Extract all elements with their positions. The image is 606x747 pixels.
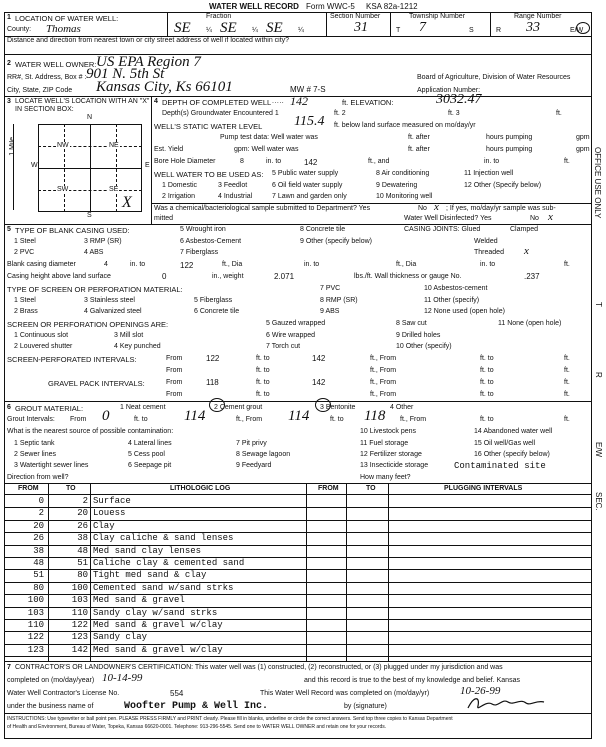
log-from: 100: [27, 595, 44, 606]
grout-to-1: 114: [184, 408, 206, 424]
range-value: 33: [526, 20, 540, 35]
owner-name: US EPA Region 7: [96, 54, 201, 70]
table-row: [4, 570, 588, 582]
water-well-record-form: WATER WELL RECORD Form WWC-5 KSA 82a-1212 1 LOCATION OF WATER WELL: County: Thomas Fraction SE ¼ SE ¼ SE ¼ Section Number 31 Township Number T 7 S Range Number R 33 E/W Distance and direction from nearest town or city street address of well if located within city? 2 WATER WELL OWNER: US EPA Region 7 RR#, St. Address, Box # : 901 N. 5th St City, State, ZIP Code Kansas City, Ks 66101 MW # 7-S Board of Agriculture, Division of Water Resources Application Number: 3 LOCATE WELL'S LOCATION WITH AN "X" IN SECTION BOX: N S W E 1 Mile NW NE SW SE X 4 DEPTH OF COMPLETED WELL ..... 142 ft. ELEVATION: 3032.47 Depth(s) Groundwater Encountered 1 ft. 2 ft. 3 ft. WELL'S STATIC WATER LEVEL 115.4 ft. below land surface measured on mo/day/yr Pump test data: Well water was ft. after hours pumping gpm Est. Yield gpm: Well water was ft. after hours pumping gpm Bore Hole Diameter 8 in. to 142 ft., and in. to ft. WELL WATER TO BE USED AS: 1 Domestic 3 Feedlot 5 Public water supply 6 Oil field water supply 8 Air conditioning 9 Dewatering 11 Injection well 12 Other (Specify below) 2 Irrigation 4 Industrial 7 Lawn and garden only 10 Monitoring well Was a chemical/bacteriological sample submitted to Department? Yes No x ; If yes, mo/day/yr sample was sub- mitted Water Well Disinfected? Yes No x 5 TYPE OF BLANK CASING USED: 1 Steel 2 PVC 3 RMP (SR) 4 ABS 5 Wrought iron 6 Asbestos-Cement 7 Fiberglass 8 Concrete tile 9 Other (specify below) CASING JOINTS: Glued Clamped Welded Threaded x Blank casing diameter 4 in. to 122 ft., Dia in. to ft., Dia in. to ft. Casing height above land surface 0 in., weight 2.071 lbs./ft. Wall thickness or gauge No. .237 TYPE OF SCREEN OR PERFORATION MATERIAL: 1 Steel 2 Brass 3 Stainless steel 4 Galvanized steel 5 Fiberglass 6 Concrete tile 7 PVC 8 RMP (SR) 9 ABS 10 Asbestos-cement 11 Other (specify) 12 None used (open hole) SCREEN OR PERFORATION OPENINGS ARE: 1 Continuous slot 2 Louvered shutter 3 Mill slot 4 Key punched 5 Gauzed wrapped 6 Wire wrapped 7 Torch cut 8 Saw cut 9 Drilled holes 10 Other (specify) 11 None (open hole) SCREEN-PERFORATED INTERVALS: From 122 ft. to 142 ft., From ft. to ft. From ft. to ft., From ft. to ft. GRAVEL PACK INTERVALS: From 118 ft. to 142 ft., From ft. to ft. From ft. to ft., From ft. to ft. 6 GROUT MATERIAL: 1 Neat cement 2 Cement grout 3 Bentonite 4 Other Grout Intervals: From 0 ft. to 114 ft., From 114 ft. to 118 ft., From ft. to ft. What is the nearest source of possible contamination: 1 Septic tank 2 Sewer lines 3 Watertight sewer lines 4 Lateral lines 5 Cess pool 6 Seepage pit 7 Pit privy 8 Sewage lagoon 9 Feedyard 10 Livestock pens 11 Fuel storage 12 Fertilizer storage 13 Insecticide storage 14 Abandoned water well 15 Oil well/Gas well 16 Other (specify below) Contaminated site Direction from well? How many feet? FROM TO LITHOLOGIC LOG FROM TO PLUGGING INTERVALS 0 2 Surface 2 20 Louess 20 26 Clay 26 38 Clay caliche & sand lenses 38 48 Med sand clay lenses 48 51 Caliche clay & cemented sand 51 80 Tight med sand & clay 80 100 Cemented sand w/sand strks 100 103 Med sand & gravel 103 110 Sandy clay w/sand strks 110 122 Med sand & gravel w/clay 122 123 Sandy clay 123 142 Med sand & gravel w/clay 7 CONTRACTOR'S OR LANDOWNER'S CERTIFICATION: This water well was (1) constructed, (2) reconstructed, or (3) plugged under my jurisdiction and was completed on (mo/day/year) 10-14-99 and this record is true to the best of my knowledge and belief. Kansas Water Well Contractor's License No. 554 This Water Well Record was completed on (mo/day/yr) 10-26-99 under the business name of Woofter Pump & Well Inc. by (signature) INSTRUCTIONS: Use typewriter or ball point pen. PLEASE PRESS FIRMLY and PRINT clearly. Please fill in blanks, underline or circle the correct answers. Send top three copies to Kansas Department of Health and Environment, Bureau of Water, Topeka, Kansas 66620-0001. Telephone: 913-296-5545. Send one to WATER WELL OWNER and retain one for your records. OFFICE USE ONLY T R E/W SEC.: [4, 2, 600, 744]
log-to: 38: [77, 533, 88, 544]
log-description: Med sand & gravel: [93, 595, 185, 606]
fraction-1: SE: [174, 20, 191, 36]
gravel-to-value: 142: [312, 378, 326, 387]
log-to: 122: [71, 620, 88, 630]
log-description: Med sand clay lenses: [93, 545, 202, 556]
table-row: [4, 595, 588, 607]
log-description: Med sand & gravel w/clay: [93, 644, 223, 655]
log-description: Clay: [93, 520, 115, 531]
screen-to-value: 142: [312, 354, 326, 363]
range-label: Range Number: [514, 13, 562, 20]
business-name: Woofter Pump & Well Inc.: [124, 701, 269, 712]
form-title: WATER WELL RECORD: [209, 2, 299, 11]
casing-weight-value: 2.071: [274, 272, 295, 281]
log-to: 20: [77, 508, 88, 519]
bore-diameter-value: 8: [240, 158, 244, 165]
table-row: [4, 632, 588, 644]
log-description: Sandy clay: [93, 632, 148, 643]
signature-image: [464, 692, 554, 714]
board-label: Board of Agriculture, Division of Water Resources: [417, 74, 571, 81]
table-row: [4, 583, 588, 595]
log-from: 26: [33, 533, 44, 544]
table-row: [4, 558, 588, 570]
address-label: RR#, St. Address, Box # :: [7, 74, 87, 81]
log-to: 48: [77, 545, 88, 556]
casing-gauge-value: .237: [524, 272, 540, 281]
elevation-value: 3032.47: [436, 92, 482, 107]
record-date: 10-26-99: [460, 685, 501, 697]
table-row: [4, 533, 588, 545]
log-description: Louess: [93, 508, 126, 519]
grout-from-2: 114: [288, 408, 310, 424]
log-to: 80: [77, 570, 88, 581]
log-from: 48: [33, 558, 44, 568]
log-description: Sandy clay w/sand strks: [93, 607, 218, 618]
completed-date: 10-14-99: [102, 672, 143, 684]
log-from: 122: [27, 632, 44, 643]
ksa-number: KSA 82a-1212: [366, 2, 418, 11]
log-from: 2: [38, 508, 44, 519]
section-1-number: 1: [7, 14, 11, 21]
owner-city: Kansas City, Ks 66101: [96, 79, 233, 95]
section-number-value: 31: [354, 20, 368, 35]
log-from: 0: [38, 496, 44, 506]
fraction-2: SE: [220, 20, 237, 36]
fraction-label: Fraction: [206, 13, 232, 20]
casing-to-value: 122: [180, 261, 194, 270]
fraction-3: SE: [266, 20, 283, 36]
grout-from-1: 0: [102, 408, 110, 424]
log-description: Tight med sand & clay: [93, 570, 207, 581]
table-row: [4, 620, 588, 632]
township-value: 7: [419, 20, 426, 35]
log-to: 123: [71, 632, 88, 643]
table-row: [4, 508, 588, 520]
log-from: 20: [33, 520, 44, 531]
table-row: [4, 521, 588, 533]
depth-label: DEPTH OF COMPLETED WELL: [162, 98, 272, 107]
table-row: [4, 608, 588, 620]
certification-statement: CONTRACTOR'S OR LANDOWNER'S CERTIFICATION: This water well was (1) constructed, (2) reconstructed, or (3) plugged under my jurisdiction and was: [15, 664, 503, 671]
locate-label: LOCATE WELL'S LOCATION WITH AN "X" IN SECTION BOX:: [15, 98, 150, 113]
office-use-label: OFFICE USE ONLY: [593, 147, 602, 219]
log-from: 110: [27, 620, 44, 630]
location-x-mark: X: [122, 194, 132, 211]
application-label: Application Number:: [417, 87, 481, 94]
log-to: 2: [82, 496, 88, 506]
owner-label: WATER WELL OWNER:: [15, 60, 97, 69]
bore-to-value: 142: [304, 158, 318, 167]
log-to: 103: [71, 595, 88, 606]
screen-from-value: 122: [206, 354, 220, 363]
range-w-circle: [576, 22, 590, 34]
log-description: Clay caliche & sand lenses: [93, 533, 234, 544]
log-from: 80: [33, 582, 44, 593]
casing-height-value: 0: [162, 272, 167, 281]
city-label: City, State, ZIP Code: [7, 87, 73, 94]
license-number: 554: [170, 689, 184, 698]
depth-value: 142: [290, 94, 308, 108]
instructions: INSTRUCTIONS: Use typewriter or ball point pen. PLEASE PRESS FIRMLY and PRINT clearly. Please fill in blanks, underline or circle the correct answers. Send top three copies to Kansas Department: [7, 716, 453, 722]
log-to: 110: [71, 607, 88, 618]
log-to: 142: [71, 644, 88, 655]
gravel-from-value: 118: [206, 378, 219, 387]
log-from: 103: [27, 607, 44, 618]
township-label: Township Number: [409, 13, 466, 20]
log-from: 51: [33, 570, 44, 581]
distance-label: Distance and direction from nearest town or city street address of well if located within city?: [7, 37, 290, 44]
log-description: Surface: [93, 496, 131, 506]
form-number: Form WWC-5: [306, 2, 355, 11]
log-from: 123: [27, 644, 44, 655]
casing-diameter-value: 4: [104, 261, 108, 268]
county-value: Thomas: [46, 23, 81, 35]
log-description: Caliche clay & cemented sand: [93, 558, 245, 568]
log-to: 100: [71, 582, 88, 593]
log-from: 38: [33, 545, 44, 556]
grout-to-2: 118: [364, 408, 386, 424]
table-row: [4, 546, 588, 558]
log-description: Med sand & gravel w/clay: [93, 620, 223, 630]
county-label: County:: [7, 26, 32, 33]
table-row: [4, 645, 588, 657]
owner-address: 901 N. 5th St: [86, 66, 165, 82]
log-to: 51: [77, 558, 88, 568]
mw-number: MW # 7-S: [290, 85, 326, 94]
static-level-value: 115.4: [294, 114, 325, 129]
contamination-other-value: Contaminated site: [454, 461, 546, 471]
section-number-label: Section Number: [330, 13, 381, 20]
log-to: 26: [77, 520, 88, 531]
table-row: [4, 496, 588, 508]
log-description: Cemented sand w/sand strks: [93, 582, 234, 593]
location-label: LOCATION OF WATER WELL:: [15, 14, 119, 23]
